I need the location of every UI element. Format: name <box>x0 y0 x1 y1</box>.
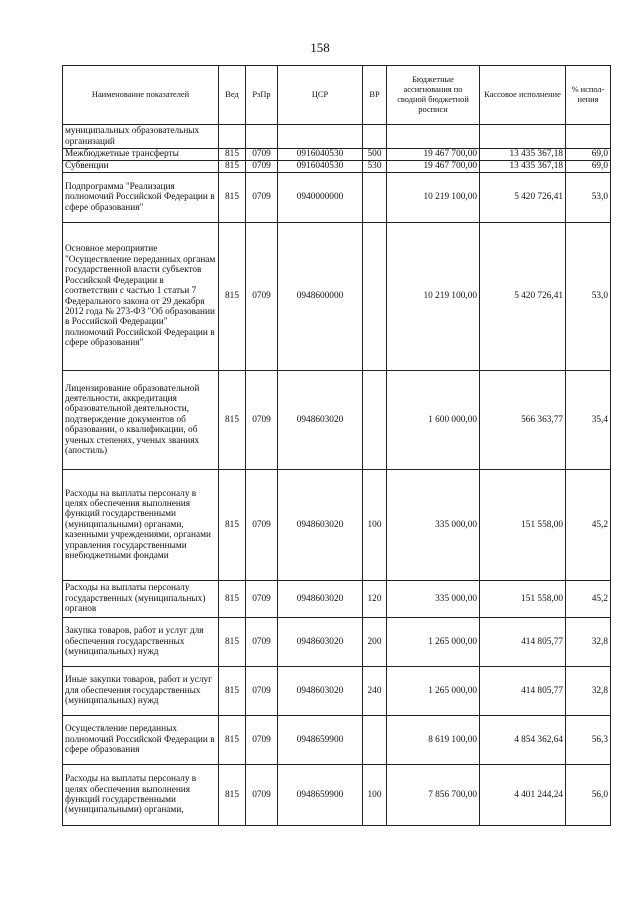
row-name: Субвенции <box>63 161 219 173</box>
row-cash: 414 805,77 <box>480 618 566 667</box>
row-name: Межбюджетные трансферты <box>63 149 219 161</box>
row-percent: 32,8 <box>566 618 611 667</box>
row-vr <box>363 371 387 470</box>
row-budget: 1 265 000,00 <box>387 667 480 716</box>
row-csr: 0948600000 <box>278 223 363 371</box>
row-name: муниципальных образовательных организаций <box>63 125 219 149</box>
row-name: Иные закупки товаров, работ и услуг для обеспечения государственных (муниципальных) нужд <box>63 667 219 716</box>
row-csr: 0948603020 <box>278 618 363 667</box>
row-cash: 13 435 367,18 <box>480 149 566 161</box>
row-vr: 240 <box>363 667 387 716</box>
row-percent: 32,8 <box>566 667 611 716</box>
row-rzpr: 0709 <box>246 149 278 161</box>
row-rzpr: 0709 <box>246 161 278 173</box>
row-cash: 566 363,77 <box>480 371 566 470</box>
table-row <box>63 581 611 618</box>
row-csr: 0948603020 <box>278 581 363 618</box>
table-row <box>63 173 611 223</box>
row-rzpr: 0709 <box>246 618 278 667</box>
row-ved: 815 <box>219 765 246 826</box>
row-csr: 0916040530 <box>278 149 363 161</box>
header-name: Наименование показателей <box>63 66 219 125</box>
row-rzpr <box>246 125 278 149</box>
row-rzpr: 0709 <box>246 371 278 470</box>
row-rzpr: 0709 <box>246 765 278 826</box>
row-rzpr: 0709 <box>246 667 278 716</box>
row-percent: 53,0 <box>566 173 611 223</box>
table-row <box>63 667 611 716</box>
row-budget: 7 856 700,00 <box>387 765 480 826</box>
row-cash: 5 420 726,41 <box>480 173 566 223</box>
row-ved: 815 <box>219 667 246 716</box>
row-budget: 1 265 000,00 <box>387 618 480 667</box>
table-row <box>63 716 611 765</box>
table-row <box>63 223 611 371</box>
row-percent: 56,3 <box>566 716 611 765</box>
row-csr: 0948659900 <box>278 716 363 765</box>
row-ved: 815 <box>219 618 246 667</box>
row-budget: 10 219 100,00 <box>387 223 480 371</box>
row-vr: 100 <box>363 765 387 826</box>
header-rzpr: РзПр <box>246 66 278 125</box>
row-ved: 815 <box>219 223 246 371</box>
row-vr: 200 <box>363 618 387 667</box>
row-csr: 0948603020 <box>278 470 363 581</box>
row-name: Лицензирование образовательной деятельности, аккредитация образовательной деятельности, подтверждение документов об образовании, о квалификации, об ученых степенях, ученых званиях (апостиль) <box>63 371 219 470</box>
row-ved <box>219 125 246 149</box>
header-cash: Кассовое исполнение <box>480 66 566 125</box>
row-vr <box>363 173 387 223</box>
row-cash: 414 805,77 <box>480 667 566 716</box>
row-percent: 35,4 <box>566 371 611 470</box>
row-csr: 0948603020 <box>278 371 363 470</box>
row-vr: 100 <box>363 470 387 581</box>
row-name: Подпрограмма "Реализация полномочий Российской Федерации в сфере образования" <box>63 173 219 223</box>
row-cash: 151 558,00 <box>480 581 566 618</box>
row-cash: 5 420 726,41 <box>480 223 566 371</box>
row-percent: 69,0 <box>566 161 611 173</box>
row-ved: 815 <box>219 716 246 765</box>
row-cash: 13 435 367,18 <box>480 161 566 173</box>
row-vr <box>363 716 387 765</box>
row-csr: 0916040530 <box>278 161 363 173</box>
table-row <box>63 618 611 667</box>
row-percent: 69,0 <box>566 149 611 161</box>
row-vr <box>363 125 387 149</box>
row-ved: 815 <box>219 581 246 618</box>
row-budget: 1 600 000,00 <box>387 371 480 470</box>
table-row <box>63 125 611 149</box>
row-name: Основное мероприятие "Осуществление переданных органам государственной власти субъектов Российской Федерации в соответствии с частью 1 статьи 7 Федерального закона от 29 декабря 2012 года № 273-ФЗ "Об образовании в Российской Федерации" полномочий Российской Федерации в сфере образования" <box>63 223 219 371</box>
row-ved: 815 <box>219 470 246 581</box>
row-budget: 8 619 100,00 <box>387 716 480 765</box>
row-budget: 19 467 700,00 <box>387 149 480 161</box>
header-vr: ВР <box>363 66 387 125</box>
table-row <box>63 470 611 581</box>
row-vr: 530 <box>363 161 387 173</box>
page-number: 158 <box>310 40 330 55</box>
header-ved: Вед <box>219 66 246 125</box>
row-percent: 45,2 <box>566 581 611 618</box>
row-rzpr: 0709 <box>246 581 278 618</box>
row-cash: 4 854 362,64 <box>480 716 566 765</box>
table-row <box>63 161 611 173</box>
row-ved: 815 <box>219 371 246 470</box>
row-cash: 151 558,00 <box>480 470 566 581</box>
row-rzpr: 0709 <box>246 470 278 581</box>
row-cash: 4 401 244,24 <box>480 765 566 826</box>
header-percent: % испол-нения <box>566 66 611 125</box>
row-name: Осуществление переданных полномочий Российской Федерации в сфере образования <box>63 716 219 765</box>
row-budget: 10 219 100,00 <box>387 173 480 223</box>
row-rzpr: 0709 <box>246 716 278 765</box>
table-row <box>63 371 611 470</box>
row-percent: 45,2 <box>566 470 611 581</box>
table-row <box>63 149 611 161</box>
row-vr <box>363 223 387 371</box>
row-ved: 815 <box>219 173 246 223</box>
row-name: Закупка товаров, работ и услуг для обеспечения государственных (муниципальных) нужд <box>63 618 219 667</box>
row-csr <box>278 125 363 149</box>
row-csr: 0948603020 <box>278 667 363 716</box>
row-percent <box>566 125 611 149</box>
row-csr: 0940000000 <box>278 173 363 223</box>
table-header-row <box>63 66 611 125</box>
table-row <box>63 765 611 826</box>
row-name: Расходы на выплаты персоналу в целях обеспечения выполнения функций государственными (муниципальными) органами, <box>63 765 219 826</box>
row-name: Расходы на выплаты персоналу в целях обеспечения выполнения функций государственными (муниципальными) органами, казенными учреждениями, органами управления государственными внебюджетными фондами <box>63 470 219 581</box>
row-budget: 335 000,00 <box>387 581 480 618</box>
header-csr: ЦСР <box>278 66 363 125</box>
row-percent: 53,0 <box>566 223 611 371</box>
budget-execution-table <box>62 65 611 826</box>
row-vr: 120 <box>363 581 387 618</box>
row-budget: 19 467 700,00 <box>387 161 480 173</box>
row-name: Расходы на выплаты персоналу государственных (муниципальных) органов <box>63 581 219 618</box>
row-rzpr: 0709 <box>246 223 278 371</box>
row-csr: 0948659900 <box>278 765 363 826</box>
row-cash <box>480 125 566 149</box>
row-rzpr: 0709 <box>246 173 278 223</box>
row-ved: 815 <box>219 149 246 161</box>
row-percent: 56,0 <box>566 765 611 826</box>
row-budget <box>387 125 480 149</box>
header-budget: Бюджетные ассигнования по сводной бюджетной росписи <box>387 66 480 125</box>
row-budget: 335 000,00 <box>387 470 480 581</box>
row-ved: 815 <box>219 161 246 173</box>
row-vr: 500 <box>363 149 387 161</box>
